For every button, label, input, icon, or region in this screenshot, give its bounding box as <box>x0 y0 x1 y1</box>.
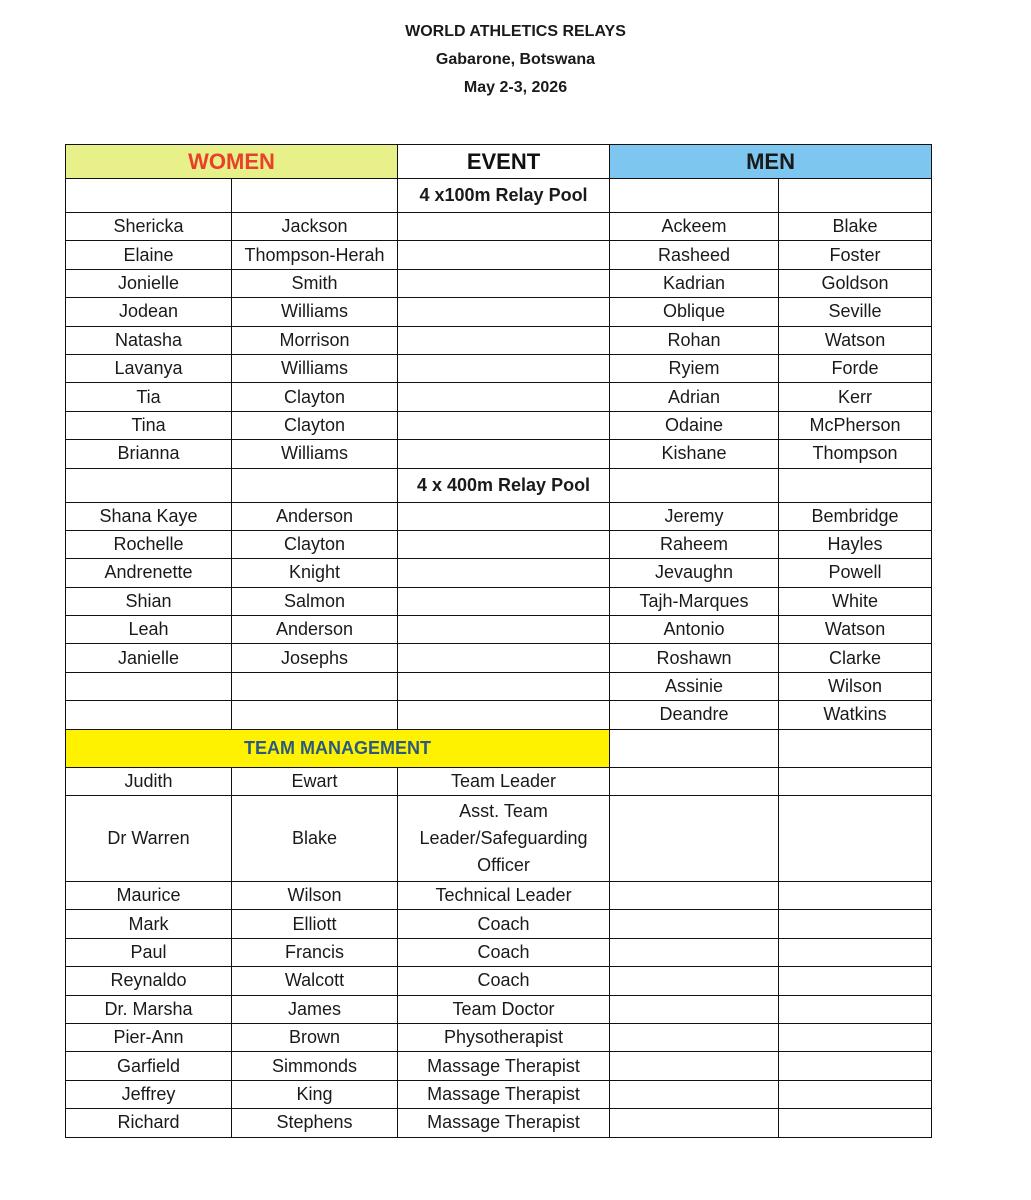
athlete-row <box>66 354 932 382</box>
men-first-name: Antonio <box>610 616 779 644</box>
empty-cell <box>610 995 779 1023</box>
event-cell <box>398 440 610 468</box>
pool-row-100 <box>66 179 932 213</box>
women-first-name: Tina <box>66 411 232 439</box>
athlete-row <box>66 213 932 241</box>
women-last-name: Morrison <box>232 326 398 354</box>
empty-cell <box>610 967 779 995</box>
empty-cell <box>779 1080 932 1108</box>
event-cell <box>398 644 610 672</box>
women-first-name: Lavanya <box>66 354 232 382</box>
women-first-name: Leah <box>66 616 232 644</box>
team-management-title: TEAM MANAGEMENT <box>66 729 610 767</box>
men-first-name: Odaine <box>610 411 779 439</box>
event-cell <box>398 530 610 558</box>
women-last-name: Smith <box>232 269 398 297</box>
men-first-name: Jeremy <box>610 502 779 530</box>
staff-role: Massage Therapist <box>398 1109 610 1137</box>
empty-cell <box>66 468 232 502</box>
empty-cell <box>779 468 932 502</box>
women-last-name: Thompson-Herah <box>232 241 398 269</box>
men-last-name: Clarke <box>779 644 932 672</box>
athlete-row <box>66 559 932 587</box>
men-first-name: Kishane <box>610 440 779 468</box>
athlete-row <box>66 269 932 297</box>
empty-cell <box>610 1052 779 1080</box>
women-last-name: Salmon <box>232 587 398 615</box>
men-first-name: Raheem <box>610 530 779 558</box>
athlete-row <box>66 530 932 558</box>
event-cell <box>398 213 610 241</box>
staff-last-name: Francis <box>232 938 398 966</box>
men-first-name: Kadrian <box>610 269 779 297</box>
staff-last-name: Elliott <box>232 910 398 938</box>
empty-cell <box>66 179 232 213</box>
staff-first-name: Garfield <box>66 1052 232 1080</box>
staff-row <box>66 796 932 882</box>
empty-cell <box>610 1080 779 1108</box>
event-cell <box>398 502 610 530</box>
relay-400-pool-label: 4 x 400m Relay Pool <box>398 468 610 502</box>
athlete-row <box>66 440 932 468</box>
staff-row <box>66 1109 932 1137</box>
women-last-name: Clayton <box>232 411 398 439</box>
staff-row <box>66 967 932 995</box>
staff-role: Coach <box>398 967 610 995</box>
women-last-name: Williams <box>232 298 398 326</box>
men-first-name: Oblique <box>610 298 779 326</box>
event-cell <box>398 326 610 354</box>
staff-row <box>66 995 932 1023</box>
athlete-row <box>66 587 932 615</box>
empty-cell <box>779 179 932 213</box>
men-last-name: Powell <box>779 559 932 587</box>
athlete-row <box>66 616 932 644</box>
men-first-name: Rohan <box>610 326 779 354</box>
women-first-name <box>66 701 232 729</box>
women-first-name: Tia <box>66 383 232 411</box>
men-last-name: Forde <box>779 354 932 382</box>
empty-cell <box>232 468 398 502</box>
women-last-name: Clayton <box>232 383 398 411</box>
athlete-row <box>66 241 932 269</box>
empty-cell <box>779 1109 932 1137</box>
men-first-name: Ackeem <box>610 213 779 241</box>
men-first-name: Rasheed <box>610 241 779 269</box>
staff-last-name: King <box>232 1080 398 1108</box>
staff-first-name: Maurice <box>66 882 232 910</box>
event-cell <box>398 559 610 587</box>
staff-first-name: Dr. Marsha <box>66 995 232 1023</box>
relay-100-pool-label: 4 x100m Relay Pool <box>398 179 610 213</box>
women-first-name <box>66 672 232 700</box>
staff-last-name: Simmonds <box>232 1052 398 1080</box>
staff-row <box>66 767 932 795</box>
staff-row <box>66 882 932 910</box>
women-first-name: Janielle <box>66 644 232 672</box>
empty-cell <box>779 796 932 882</box>
column-header-row <box>66 145 932 179</box>
athlete-row <box>66 298 932 326</box>
event-cell <box>398 269 610 297</box>
men-first-name: Roshawn <box>610 644 779 672</box>
empty-cell <box>610 882 779 910</box>
women-first-name: Brianna <box>66 440 232 468</box>
empty-cell <box>610 767 779 795</box>
empty-cell <box>779 1052 932 1080</box>
team-management-header-row <box>66 729 932 767</box>
staff-row <box>66 1023 932 1051</box>
women-first-name: Shian <box>66 587 232 615</box>
empty-cell <box>779 767 932 795</box>
men-last-name: Thompson <box>779 440 932 468</box>
men-last-name: Seville <box>779 298 932 326</box>
staff-last-name: Brown <box>232 1023 398 1051</box>
women-first-name: Jonielle <box>66 269 232 297</box>
event-cell <box>398 241 610 269</box>
pool-row-400 <box>66 468 932 502</box>
men-last-name: Wilson <box>779 672 932 700</box>
women-last-name: Clayton <box>232 530 398 558</box>
empty-cell <box>610 938 779 966</box>
women-last-name: Anderson <box>232 616 398 644</box>
event-cell <box>398 587 610 615</box>
staff-role: Team Leader <box>398 767 610 795</box>
staff-role: Coach <box>398 910 610 938</box>
men-first-name: Deandre <box>610 701 779 729</box>
empty-cell <box>610 910 779 938</box>
women-first-name: Andrenette <box>66 559 232 587</box>
women-last-name: Williams <box>232 354 398 382</box>
staff-last-name: Walcott <box>232 967 398 995</box>
staff-first-name: Pier-Ann <box>66 1023 232 1051</box>
empty-cell <box>779 882 932 910</box>
women-first-name: Shana Kaye <box>66 502 232 530</box>
staff-last-name: Ewart <box>232 767 398 795</box>
women-first-name: Jodean <box>66 298 232 326</box>
staff-role: Asst. Team Leader/Safeguarding Officer <box>398 796 610 882</box>
men-last-name: Foster <box>779 241 932 269</box>
empty-cell <box>610 796 779 882</box>
women-last-name: Josephs <box>232 644 398 672</box>
staff-first-name: Judith <box>66 767 232 795</box>
men-last-name: Hayles <box>779 530 932 558</box>
athlete-row <box>66 701 932 729</box>
empty-cell <box>779 995 932 1023</box>
staff-row <box>66 1080 932 1108</box>
empty-cell <box>779 967 932 995</box>
women-last-name: Jackson <box>232 213 398 241</box>
empty-cell <box>610 729 779 767</box>
women-last-name: Williams <box>232 440 398 468</box>
document-title: WORLD ATHLETICS RELAYS <box>405 23 626 40</box>
men-first-name: Ryiem <box>610 354 779 382</box>
women-last-name <box>232 672 398 700</box>
men-last-name: Blake <box>779 213 932 241</box>
roster-table <box>65 144 932 1138</box>
athlete-row <box>66 644 932 672</box>
women-first-name: Rochelle <box>66 530 232 558</box>
event-cell <box>398 411 610 439</box>
event-cell <box>398 701 610 729</box>
athlete-row <box>66 383 932 411</box>
document-dates: May 2-3, 2026 <box>463 79 568 96</box>
staff-first-name: Reynaldo <box>66 967 232 995</box>
athlete-row <box>66 672 932 700</box>
staff-last-name: Wilson <box>232 882 398 910</box>
empty-cell <box>232 179 398 213</box>
men-last-name: Watkins <box>779 701 932 729</box>
document-header <box>0 18 1031 102</box>
staff-role: Massage Therapist <box>398 1052 610 1080</box>
staff-role: Coach <box>398 938 610 966</box>
event-header: EVENT <box>398 145 610 179</box>
athlete-row <box>66 502 932 530</box>
men-first-name: Tajh-Marques <box>610 587 779 615</box>
empty-cell <box>779 938 932 966</box>
men-last-name: Watson <box>779 326 932 354</box>
event-cell <box>398 354 610 382</box>
women-header: WOMEN <box>66 145 398 179</box>
event-cell <box>398 616 610 644</box>
empty-cell <box>779 910 932 938</box>
staff-first-name: Richard <box>66 1109 232 1137</box>
women-first-name: Elaine <box>66 241 232 269</box>
men-last-name: Watson <box>779 616 932 644</box>
women-first-name: Natasha <box>66 326 232 354</box>
empty-cell <box>779 1023 932 1051</box>
staff-role: Technical Leader <box>398 882 610 910</box>
men-last-name: White <box>779 587 932 615</box>
men-first-name: Assinie <box>610 672 779 700</box>
athlete-row <box>66 326 932 354</box>
staff-role: Physotherapist <box>398 1023 610 1051</box>
empty-cell <box>610 468 779 502</box>
men-header: MEN <box>610 145 932 179</box>
men-last-name: McPherson <box>779 411 932 439</box>
men-first-name: Jevaughn <box>610 559 779 587</box>
men-last-name: Kerr <box>779 383 932 411</box>
staff-row <box>66 910 932 938</box>
staff-last-name: Blake <box>232 796 398 882</box>
staff-first-name: Mark <box>66 910 232 938</box>
staff-role: Team Doctor <box>398 995 610 1023</box>
athlete-row <box>66 411 932 439</box>
men-last-name: Bembridge <box>779 502 932 530</box>
empty-cell <box>610 1023 779 1051</box>
empty-cell <box>610 179 779 213</box>
empty-cell <box>779 729 932 767</box>
event-cell <box>398 383 610 411</box>
women-last-name <box>232 701 398 729</box>
women-first-name: Shericka <box>66 213 232 241</box>
staff-first-name: Paul <box>66 938 232 966</box>
staff-last-name: Stephens <box>232 1109 398 1137</box>
women-last-name: Knight <box>232 559 398 587</box>
men-first-name: Adrian <box>610 383 779 411</box>
staff-first-name: Dr Warren <box>66 796 232 882</box>
staff-row <box>66 938 932 966</box>
document-location: Gabarone, Botswana <box>435 51 596 68</box>
men-last-name: Goldson <box>779 269 932 297</box>
women-last-name: Anderson <box>232 502 398 530</box>
staff-row <box>66 1052 932 1080</box>
event-cell <box>398 672 610 700</box>
empty-cell <box>610 1109 779 1137</box>
staff-last-name: James <box>232 995 398 1023</box>
event-cell <box>398 298 610 326</box>
staff-role: Massage Therapist <box>398 1080 610 1108</box>
staff-first-name: Jeffrey <box>66 1080 232 1108</box>
